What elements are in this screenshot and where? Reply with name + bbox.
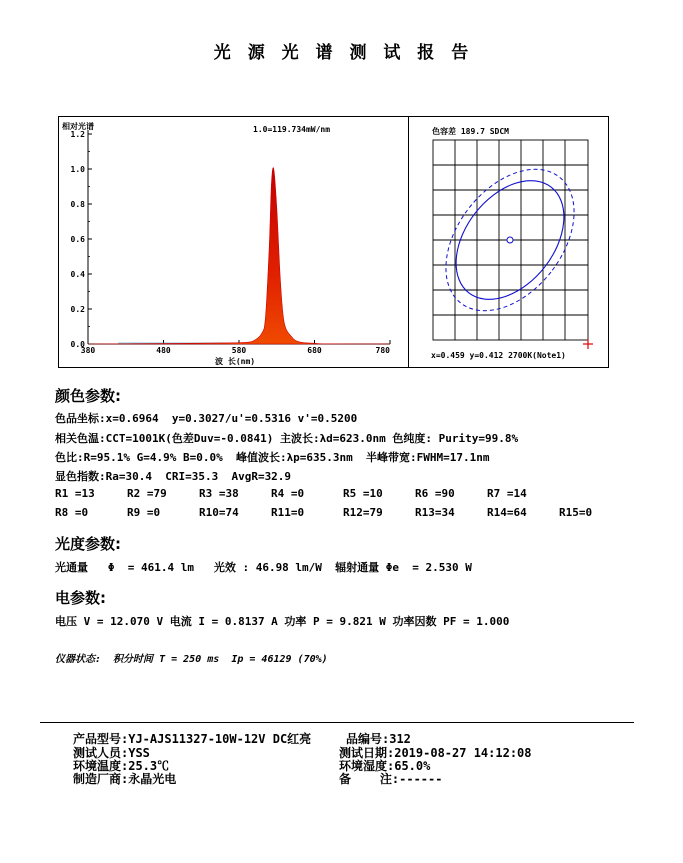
spectrum-scale-note: 1.0=119.734mW/nm	[253, 125, 331, 134]
r-value: R9 =0	[127, 506, 161, 519]
x-tick-label: 680	[307, 346, 322, 355]
target-point	[507, 237, 513, 243]
r-value: R7 =14	[487, 487, 527, 500]
product-model: 产品型号:YJ-AJS11327-10W-12V DC红亮	[73, 732, 312, 746]
spectrum-x-label: 波 长(nm)	[215, 357, 256, 366]
color-coordinates: 色品坐标:x=0.6964 y=0.3027/u'=0.5316 v'=0.5200	[55, 412, 358, 425]
r-value: R10=74	[199, 506, 239, 519]
r-value: R12=79	[343, 506, 383, 519]
footer-divider	[40, 722, 634, 723]
measured-point-marker	[583, 339, 593, 349]
manufacturer: 制造厂商:永晶光电	[73, 772, 177, 786]
spectrum-y-label: 相对光谱	[62, 122, 94, 131]
sdcm-title: 色容差 189.7 SDCM	[432, 127, 509, 136]
ambient-temperature: 环境温度:25.3℃	[73, 759, 170, 773]
r-value: R2 =79	[127, 487, 167, 500]
x-tick-label: 580	[231, 346, 247, 355]
test-date: 测试日期:2019-08-27 14:12:08	[339, 746, 532, 760]
r-value: R11=0	[271, 506, 305, 519]
y-tick-label: 0.2	[70, 305, 85, 314]
electrical-line: 电压 V = 12.070 V 电流 I = 0.8137 A 功率 P = 9.821 W 功率因数 PF = 1.000	[55, 615, 510, 628]
tester: 测试人员:YSS	[73, 746, 150, 760]
r-value: R3 =38	[199, 487, 239, 500]
chromaticity-coords: x=0.459 y=0.412 2700K(Note1)	[431, 351, 566, 360]
cct-line: 相关色温:CCT=1001K(色差Duv=-0.0841) 主波长:λd=623.0nm 色纯度: Purity=99.8%	[55, 432, 519, 445]
color-ratio-line: 色比:R=95.1% G=4.9% B=0.0% 峰值波长:λp=635.3nm 半峰带宽:FWHM=17.1nm	[55, 451, 490, 464]
r-value: R5 =10	[343, 487, 383, 500]
sample-number: 品编号:312	[346, 732, 411, 746]
x-tick-label: 780	[375, 346, 390, 355]
x-tick-label: 380	[80, 346, 96, 355]
y-tick-label: 0.0	[70, 340, 85, 349]
spectrum-plot	[58, 116, 409, 368]
y-tick-label: 0.6	[70, 235, 85, 244]
photometric-line: 光通量 Φ = 461.4 lm 光效 : 46.98 lm/W 辐射通量 Φe = 2.530 W	[55, 561, 472, 574]
r-value: R14=64	[487, 506, 527, 519]
spectrum-curve	[88, 168, 390, 344]
instrument-state: 仪器状态: 积分时间 T = 250 ms Ip = 46129 (70%)	[55, 654, 328, 665]
r-value: R13=34	[415, 506, 455, 519]
r-value: R4 =0	[271, 487, 305, 500]
y-tick-label: 0.8	[70, 200, 85, 209]
color-params-heading: 颜色参数:	[55, 387, 121, 405]
r-value: R8 =0	[55, 506, 89, 519]
remarks: 备 注:------	[339, 772, 443, 786]
r-value: R6 =90	[415, 487, 455, 500]
y-tick-label: 1.2	[70, 130, 85, 139]
y-tick-label: 1.0	[70, 165, 85, 174]
report-title: 光 源 光 谱 测 试 报 告	[213, 43, 470, 63]
y-tick-label: 0.4	[70, 270, 85, 279]
r-value: R1 =13	[55, 487, 95, 500]
r-value: R15=0	[559, 506, 593, 519]
ambient-humidity: 环境湿度:65.0%	[339, 759, 431, 773]
photometric-heading: 光度参数:	[55, 535, 121, 553]
cri-line: 显色指数:Ra=30.4 CRI=35.3 AvgR=32.9	[55, 470, 292, 483]
electrical-heading: 电参数:	[55, 589, 106, 607]
x-tick-label: 480	[156, 346, 171, 355]
chromaticity-diagram	[408, 116, 609, 368]
